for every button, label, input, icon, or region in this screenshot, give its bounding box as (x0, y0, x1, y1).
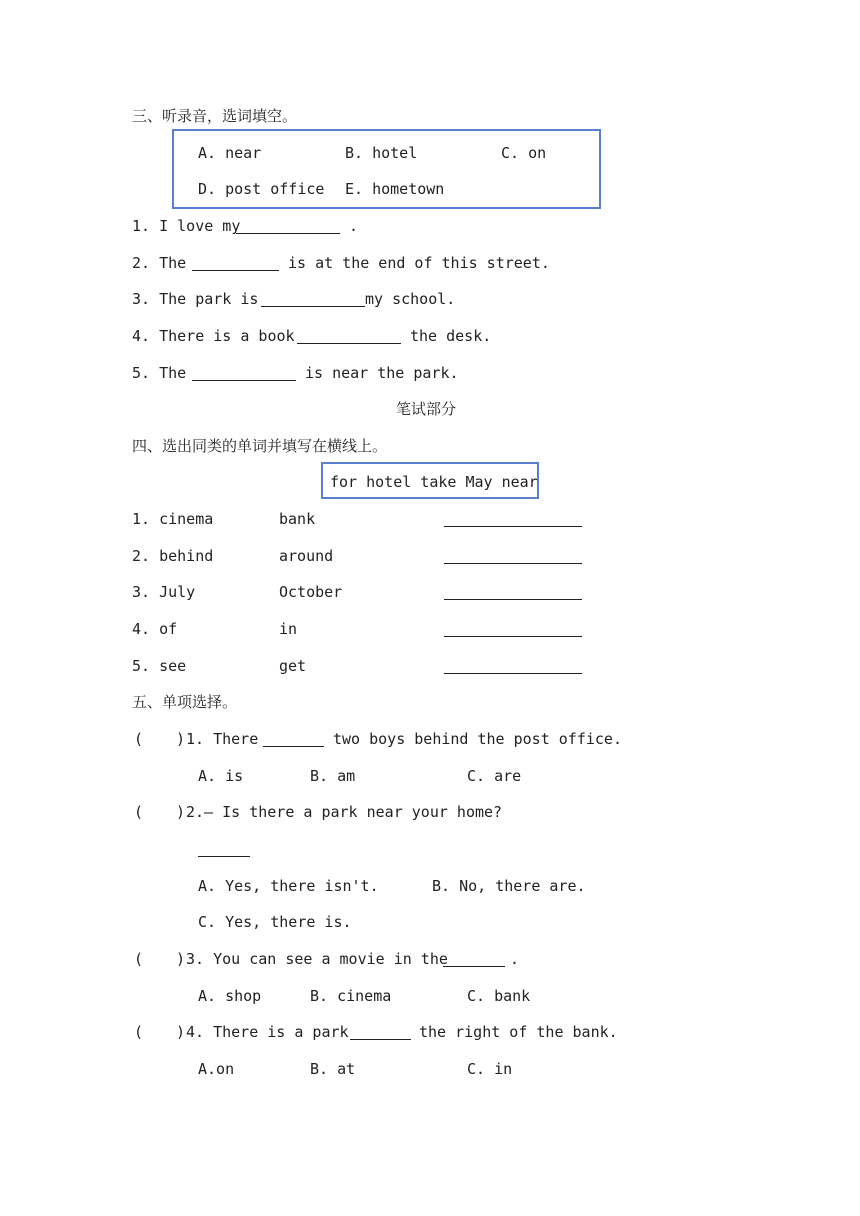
s3-item3-blank[interactable] (261, 306, 365, 307)
q1-post: two boys behind the post office. (333, 730, 622, 748)
q3-pre: 3. You can see a movie in the (186, 950, 448, 968)
s4-row4-num: 4. of (132, 620, 178, 638)
q3-post: . (510, 950, 520, 968)
q4-option-a: A.on (198, 1060, 235, 1078)
s4-row3-num: 3. July (132, 583, 196, 601)
q3-option-a: A. shop (198, 987, 262, 1005)
q3-blank[interactable] (443, 966, 505, 967)
q1-close-paren: ) (176, 730, 186, 748)
s4-row2-num: 2. behind (132, 547, 214, 565)
q2-answer-blank[interactable] (198, 856, 250, 857)
option-e: E. hometown (345, 180, 445, 198)
s3-item5-pre: 5. The (132, 364, 187, 382)
s3-item5-post: is near the park. (305, 364, 459, 382)
q2-close-paren: ) (176, 803, 186, 821)
s4-row5-blank[interactable] (444, 673, 582, 674)
s3-item4-post: the desk. (410, 327, 492, 345)
s4-row5-word: get (279, 657, 307, 675)
s3-item4-pre: 4. There is a book (132, 327, 295, 345)
written-part-title: 笔试部分 (396, 400, 457, 418)
s4-row3-word: October (279, 583, 343, 601)
s4-row2-word: around (279, 547, 334, 565)
s4-row4-word: in (279, 620, 298, 638)
q4-post: the right of the bank. (419, 1023, 618, 1041)
q3-option-c: C. bank (467, 987, 531, 1005)
q4-open-paren: ( (134, 1023, 144, 1041)
s4-row3-blank[interactable] (444, 599, 582, 600)
s4-row5-num: 5. see (132, 657, 187, 675)
q3-close-paren: ) (176, 950, 186, 968)
option-a: A. near (198, 144, 262, 162)
s3-item3-post: my school. (365, 290, 456, 308)
word-box-text: for hotel take May near (330, 473, 538, 491)
q2-open-paren: ( (134, 803, 144, 821)
q2-option-a: A. Yes, there isn't. (198, 877, 379, 895)
q2-option-c: C. Yes, there is. (198, 913, 352, 931)
s3-item1-pre: 1. I love my (132, 217, 241, 235)
option-c: C. on (501, 144, 547, 162)
q4-option-c: C. in (467, 1060, 513, 1078)
s3-item4-blank[interactable] (297, 343, 401, 344)
s3-item2-post: is at the end of this street. (288, 254, 550, 272)
q3-open-paren: ( (134, 950, 144, 968)
s4-row2-blank[interactable] (444, 563, 582, 564)
s4-row1-blank[interactable] (444, 526, 582, 527)
s4-row1-num: 1. cinema (132, 510, 214, 528)
s4-row1-word: bank (279, 510, 316, 528)
s3-item3-pre: 3. The park is (132, 290, 259, 308)
q4-close-paren: ) (176, 1023, 186, 1041)
q1-open-paren: ( (134, 730, 144, 748)
q4-blank[interactable] (350, 1039, 411, 1040)
s3-item5-blank[interactable] (192, 380, 296, 381)
s3-item2-pre: 2. The (132, 254, 187, 272)
s4-row4-blank[interactable] (444, 636, 582, 637)
section5-heading: 五、单项选择。 (132, 693, 238, 711)
q1-option-a: A. is (198, 767, 244, 785)
s3-item1-blank[interactable] (236, 233, 340, 234)
q2-question: 2.— Is there a park near your home? (186, 803, 503, 821)
option-d: D. post office (198, 180, 325, 198)
option-b: B. hotel (345, 144, 418, 162)
q4-pre: 4. There is a park (186, 1023, 349, 1041)
q1-blank[interactable] (263, 746, 324, 747)
q1-option-c: C. are (467, 767, 522, 785)
q3-option-b: B. cinema (310, 987, 392, 1005)
section4-heading: 四、选出同类的单词并填写在横线上。 (132, 437, 388, 455)
q1-option-b: B. am (310, 767, 356, 785)
s3-item1-post: . (340, 217, 359, 235)
q2-option-b: B. No, there are. (432, 877, 586, 895)
q1-pre: 1. There (186, 730, 259, 748)
s3-item2-blank[interactable] (192, 270, 279, 271)
q4-option-b: B. at (310, 1060, 356, 1078)
section3-heading: 三、听录音，选词填空。 (132, 107, 298, 125)
